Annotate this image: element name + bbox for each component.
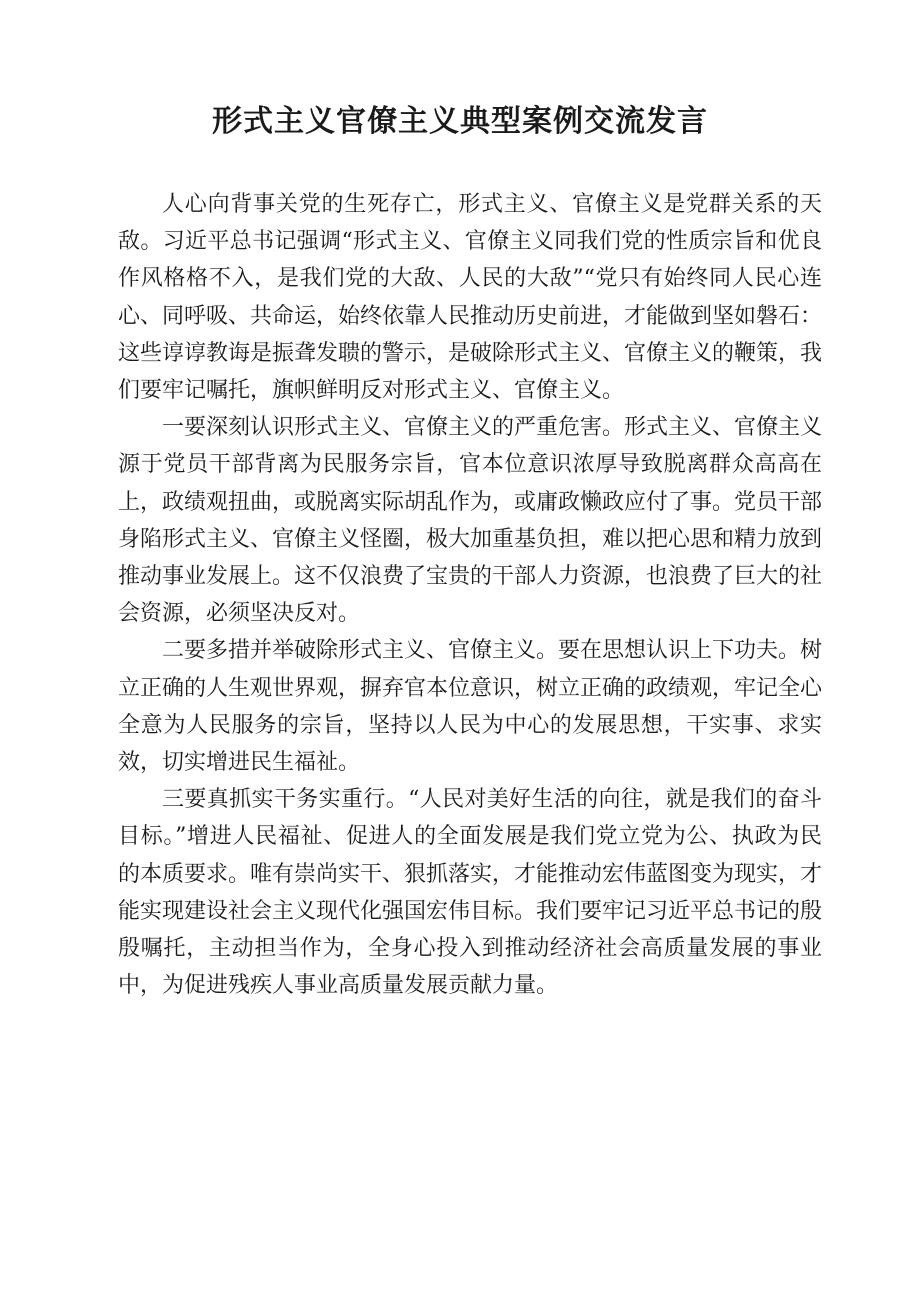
paragraph-point-three: 三要真抓实干务实重行。“人民对美好生活的向往，就是我们的奋斗目标。”增进人民福祉、促进人的全面发展是我们党立党为公、执政为民的本质要求。唯有崇尚实干、狠抓落实，才能推动宏伟蓝图变为现实，才能实现建设社会主义现代化强国宏伟目标。我们要牢记习近平总书记的殷殷嘱托，主动担当作为，全身心投入到推动经济社会高质量发展的事业中，为促进残疾人事业高质量发展贡献力量。 bbox=[118, 787, 823, 999]
document-body bbox=[118, 186, 822, 1004]
page-title: 形式主义官僚主义典型案例交流发言 bbox=[212, 104, 708, 139]
paragraph-intro: 人心向背事关党的生死存亡，形式主义、官僚主义是党群关系的天敌。习近平总书记强调“形式主义、官僚主义同我们党的性质宗旨和优良作风格格不入，是我们党的大敌、人民的大敌”“党只有始终同人民心连心、同呼吸、共命运，始终依靠人民推动历史前进，才能做到坚如磐石：这些谆谆教诲是振聋发聩的警示，是破除形式主义、官僚主义的鞭策，我们要牢记嘱托，旗帜鲜明反对形式主义、官僚主义。 bbox=[118, 192, 823, 404]
paragraph-point-one: 一要深刻认识形式主义、官僚主义的严重危害。形式主义、官僚主义源于党员干部背离为民服务宗旨，官本位意识浓厚导致脱离群众高高在上，政绩观扭曲，或脱离实际胡乱作为，或庸政懒政应付了事。党员干部身陷形式主义、官僚主义怪圈，极大加重基负担，难以把心思和精力放到推动事业发展上。这不仅浪费了宝贵的干部人力资源，也浪费了巨大的社会资源，必须坚决反对。 bbox=[118, 415, 823, 627]
paragraph-point-two: 二要多措并举破除形式主义、官僚主义。要在思想认识上下功夫。树立正确的人生观世界观，摒弃官本位意识，树立正确的政绩观，牢记全心全意为人民服务的宗旨，坚持以人民为中心的发展思想，干实事、求实效，切实增进民生福祉。 bbox=[118, 638, 823, 776]
